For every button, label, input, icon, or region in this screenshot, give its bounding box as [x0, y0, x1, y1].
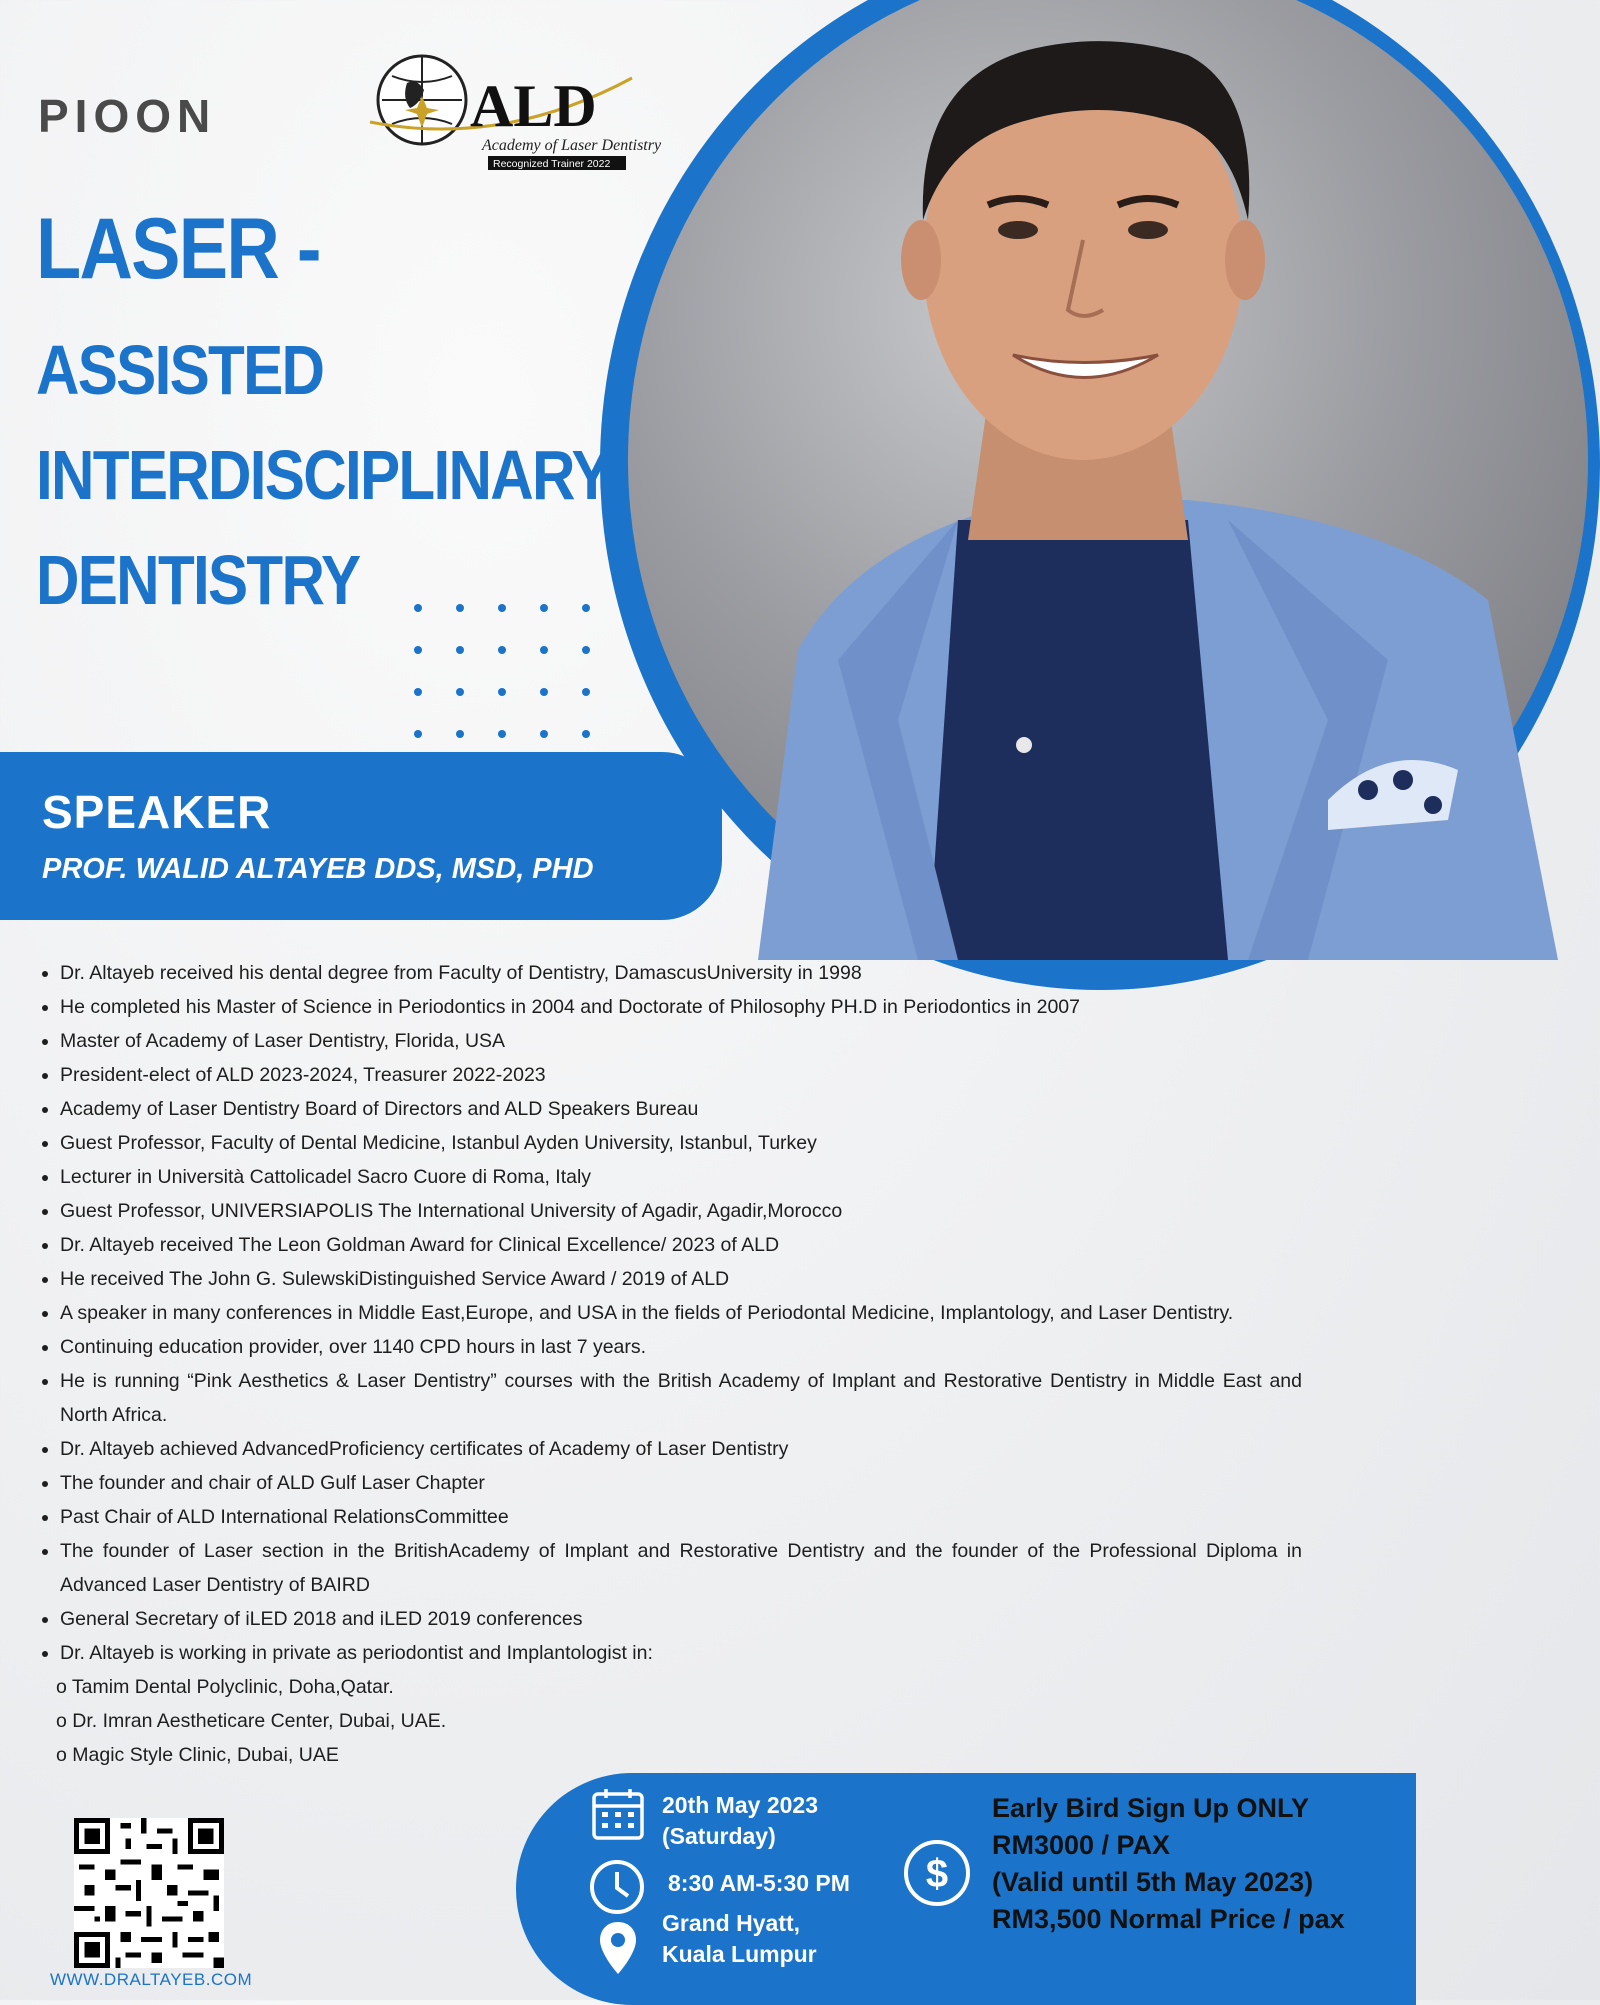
bio-list	[36, 956, 1302, 1772]
speaker-bio	[36, 956, 1302, 1772]
ald-logo	[362, 38, 662, 173]
location-pin-icon	[598, 1920, 638, 1976]
title-line-4: DENTISTRY	[36, 541, 360, 619]
bio-item: • Past Chair of ALD International RelationsCommittee	[60, 1500, 1302, 1534]
bio-item: • Dr. Altayeb achieved AdvancedProficiency certificates of Academy of Laser Dentistry	[60, 1432, 1302, 1466]
decorative-dots	[408, 598, 628, 748]
bio-item: • The founder of Laser section in the BritishAcademy of Implant and Restorative Dentistry and the founder of the Professional Diploma in Advanced Laser Dentistry of BAIRD	[60, 1534, 1302, 1602]
event-date	[662, 1790, 818, 1852]
event-day-text: (Saturday)	[662, 1823, 776, 1849]
title-line-3: INTERDISCIPLINARY	[36, 436, 610, 514]
pricing-normal: RM3,500 Normal Price / pax	[992, 1904, 1345, 1934]
bio-item: • Dr. Altayeb received The Leon Goldman Award for Clinical Excellence/ 2023 of ALD	[60, 1228, 1302, 1262]
bio-subitem: o Dr. Imran Aestheticare Center, Dubai, UAE.	[56, 1710, 447, 1732]
bio-item: • Lecturer in Università Cattolicadel Sacro Cuore di Roma, Italy	[60, 1160, 1302, 1194]
pricing-validity: (Valid until 5th May 2023)	[992, 1867, 1314, 1897]
bio-item: • He received The John G. SulewskiDistinguished Service Award / 2019 of ALD	[60, 1262, 1302, 1296]
pricing-amount: RM3000 / PAX	[992, 1830, 1171, 1860]
bio-item: • A speaker in many conferences in Middle East,Europe, and USA in the fields of Periodontal Medicine, Implantology, and Laser Dentistry.	[60, 1296, 1302, 1330]
bio-subitem: o Magic Style Clinic, Dubai, UAE	[56, 1744, 339, 1766]
pricing	[992, 1790, 1345, 1938]
clock-icon	[588, 1858, 646, 1916]
speaker-heading: SPEAKER	[42, 786, 272, 838]
qr-code[interactable]	[74, 1818, 224, 1968]
bio-item: • The founder and chair of ALD Gulf Laser Chapter	[60, 1466, 1302, 1500]
speaker-photo	[628, 0, 1588, 960]
pioon-logo	[38, 92, 338, 142]
event-time: 8:30 AM-5:30 PM	[668, 1870, 850, 1896]
bio-item: • General Secretary of iLED 2018 and iLED 2019 conferences	[60, 1602, 1302, 1636]
title-line-2: ASSISTED	[36, 331, 324, 409]
bio-item: • Continuing education provider, over 1140 CPD hours in last 7 years.	[60, 1330, 1302, 1364]
bio-item: • Academy of Laser Dentistry Board of Directors and ALD Speakers Bureau	[60, 1092, 1302, 1126]
ald-logo-badge: Recognized Trainer 2022	[493, 158, 611, 170]
event-date-text: 20th May 2023	[662, 1792, 818, 1818]
title-line-1: LASER -	[36, 201, 320, 297]
bio-item: • He completed his Master of Science in Periodontics in 2004 and Doctorate of Philosophy PH.D in Periodontics in 2007	[60, 990, 1302, 1024]
bio-subitem: o Tamim Dental Polyclinic, Doha,Qatar.	[56, 1676, 394, 1698]
website-link[interactable]: WWW.DRALTAYEB.COM	[50, 1970, 253, 1989]
bio-item: • Dr. Altayeb is working in private as periodontist and Implantologist in:	[60, 1636, 1302, 1670]
speaker-name: PROF. WALID ALTAYEB DDS, MSD, PHD	[42, 853, 594, 885]
bio-item: • Dr. Altayeb received his dental degree from Faculty of Dentistry, DamascusUniversity in 1998	[60, 956, 1302, 990]
calendar-icon	[590, 1786, 646, 1842]
bio-item: • Guest Professor, UNIVERSIAPOLIS The International University of Agadir, Agadir,Morocco	[60, 1194, 1302, 1228]
pioon-logo-text: PIOON	[38, 90, 217, 142]
bio-item: • He is running “Pink Aesthetics & Laser Dentistry” courses with the British Academy of Implant and Restorative Dentistry in Middle East and North Africa.	[60, 1364, 1302, 1432]
ald-logo-subtitle: Academy of Laser Dentistry	[482, 137, 662, 154]
event-venue-line-1: Grand Hyatt,	[662, 1910, 801, 1936]
svg-text:$: $	[925, 1852, 949, 1896]
bio-item: • Guest Professor, Faculty of Dental Medicine, Istanbul Ayden University, Istanbul, Turkey	[60, 1126, 1302, 1160]
event-venue-line-2: Kuala Lumpur	[662, 1941, 817, 1967]
bio-item: • President-elect of ALD 2023-2024, Treasurer 2022-2023	[60, 1058, 1302, 1092]
dollar-icon	[902, 1838, 972, 1908]
bio-item: • Master of Academy of Laser Dentistry, Florida, USA	[60, 1024, 1302, 1058]
event-venue	[662, 1908, 817, 1970]
ald-logo-name: ALD	[470, 73, 597, 139]
pricing-early-bird: Early Bird Sign Up ONLY	[992, 1793, 1310, 1823]
